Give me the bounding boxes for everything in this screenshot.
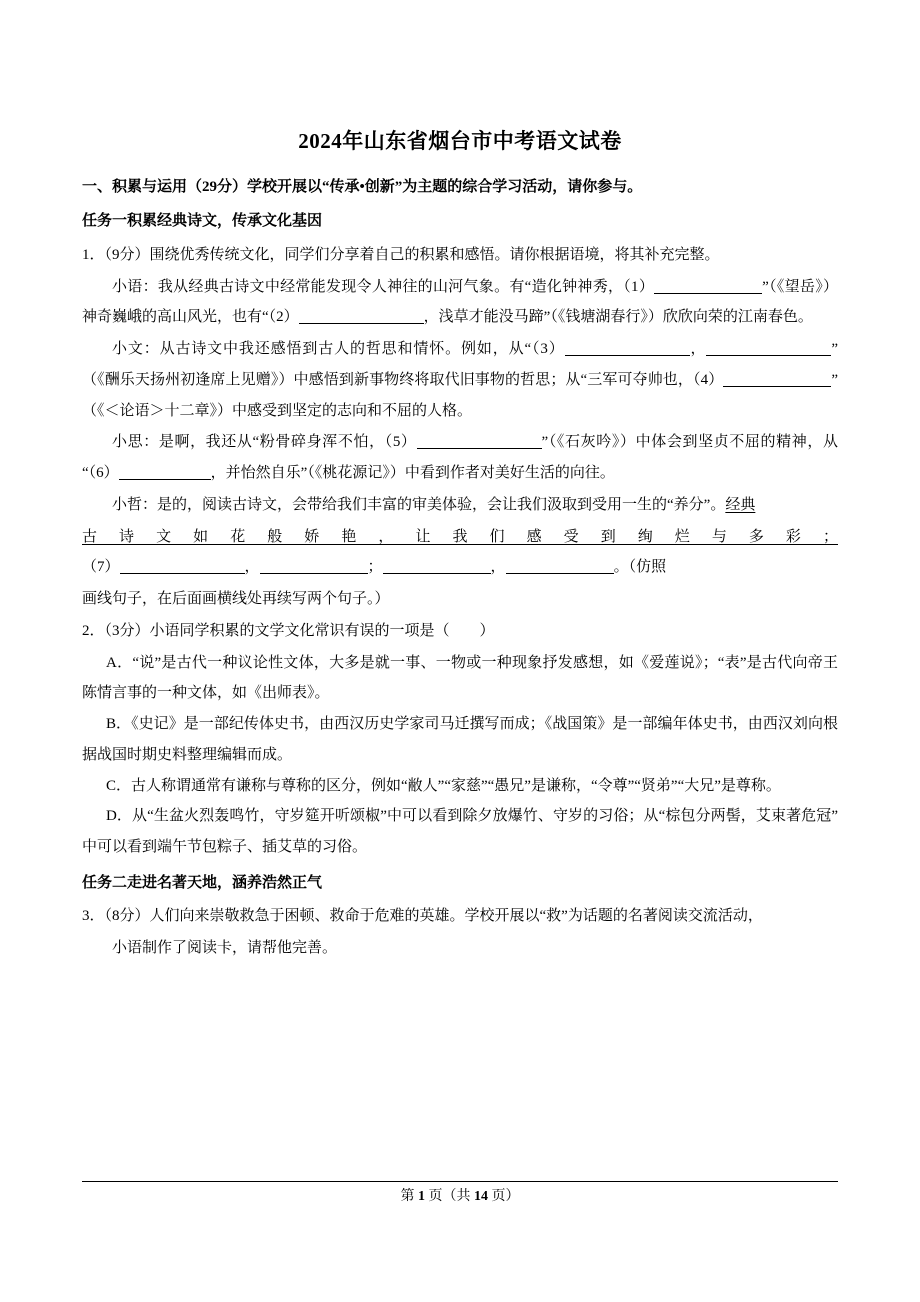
page-footer: [0, 1186, 920, 1208]
page-content: [82, 126, 838, 965]
dialogue-text-part-1: 是的，阅读古诗文，会带给我们丰富的审美体验，会让我们汲取到受用一生的“养分”。: [157, 496, 726, 513]
blank-sep-3: ，: [490, 559, 506, 576]
dialogue-text-part-2: ”（《望岳》）神奇巍峨的高山风光，也有“（2）: [82, 278, 838, 326]
blank-group-label: （7）: [82, 559, 120, 576]
fill-blank-7d[interactable]: [506, 558, 614, 574]
dialogue-text-part-3: ”（《酬乐天扬州初逢席上见赠》）中感悟到新事物终将取代旧事物的哲思；从“三军可夺帅也，（4）: [82, 341, 838, 388]
question-2-stem: 2．（3分）小语同学积累的文学文化常识有误的一项是（ ）: [82, 622, 495, 639]
blank-tail: 。（仿照: [613, 559, 667, 576]
fill-blank-7c[interactable]: [383, 558, 491, 574]
question-1-stem: 1．（9分）围绕优秀传统文化，同学们分享着自己的积累和感悟。请你根据语境，将其补充完整。: [82, 246, 720, 263]
footer-current-page: 1: [418, 1189, 425, 1204]
fill-blank-3a[interactable]: [565, 340, 690, 356]
task-one-heading: 任务一积累经典诗文，传承文化基因: [82, 213, 323, 230]
footer-total-pages: 14: [474, 1189, 488, 1204]
speaker-label-xiaoyu: 小语：: [112, 278, 158, 295]
fill-blank-7b[interactable]: [260, 558, 368, 574]
dialogue-text-part-1: 从古诗文中我还感悟到古人的哲思和情怀。例如，从“（3）: [159, 341, 565, 357]
speaker-label-xiaowen: 小文：: [112, 341, 160, 357]
section-heading: 一、积累与运用（29分）学校开展以“传承•创新”为主题的综合学习活动，请你参与。: [82, 178, 643, 195]
speaker-label-xiaosi: 小思：: [112, 434, 159, 451]
dialogue-text-part-3: ，浅草才能没马蹄”（《钱塘湖春行》）欣欣向荣的江南春色。: [423, 309, 813, 326]
fill-blank-2[interactable]: [299, 308, 424, 324]
fill-blank-1[interactable]: [654, 278, 762, 294]
dialogue-xiaoyu: [82, 272, 838, 334]
footer-middle: 页（共: [428, 1189, 471, 1204]
footer-suffix: 页）: [491, 1189, 520, 1204]
question-2-option-b[interactable]: B．《史记》是一部纪传体史书，由西汉历史学家司马迁撰写而成；《战国策》是一部编年体史书，由西汉刘向根据战国时期史料整理编辑而成。: [82, 716, 838, 763]
task-two-heading: 任务二走进名著天地，涵养浩然正气: [82, 874, 323, 891]
fill-blank-3b[interactable]: [706, 340, 831, 356]
dialogue-xiaozhe: [82, 490, 838, 521]
question-3-stem-line2: 小语制作了阅读卡，请帮他完善。: [112, 940, 338, 956]
fill-blank-6[interactable]: [119, 464, 211, 480]
fill-blank-4[interactable]: [723, 371, 831, 387]
question-2-option-d[interactable]: D．从“生盆火烈轰鸣竹，守岁筵开听颂椒”中可以看到除夕放爆竹、守岁的习俗；从“棕包分两髻，艾束著危冠”中可以看到端午节包粽子、插艾草的习俗。: [82, 808, 838, 855]
blank-sep-1: ，: [244, 559, 260, 576]
question-2-option-c[interactable]: C．古人称谓通常有谦称与尊称的区分，例如“敝人”“家慈”“愚兄”是谦称，“令尊”“贤弟”“大兄”是尊称。: [106, 777, 781, 794]
speaker-label-xiaozhe: 小哲：: [112, 496, 158, 513]
model-sentence-lead: 经典: [725, 496, 756, 513]
question-3-stem: 3．（8分）人们向来崇敬救急于困顿、救命于危难的英雄。学校开展以“救”为话题的名著阅读交流活动，: [82, 908, 763, 925]
blank-sep-2: ；: [367, 559, 383, 576]
footer-divider: [82, 1181, 838, 1182]
dialogue-text-part-3: ，并怡然自乐”（《桃花源记》）中看到作者对美好生活的向往。: [210, 465, 615, 481]
dialogue-xiaowen: [82, 334, 838, 426]
dialogue-text-part-1: 是啊，我还从“粉骨碎身浑不怕，（5）: [158, 434, 417, 451]
fill-blank-7a[interactable]: [120, 558, 245, 574]
fill-blank-5[interactable]: [417, 433, 542, 449]
dialogue-text-part-2: ”（《石灰吟》）中体会到坚贞不屈的精神，从“（6）: [82, 434, 838, 481]
question-1-note: 画线句子，在后面画横线处再续写两个句子。）: [82, 591, 390, 607]
footer-prefix: 第: [400, 1189, 415, 1204]
dialogue-text-part-1: 我从经典古诗文中经常能发现令人神往的山河气象。有“造化钟神秀，（1）: [157, 278, 655, 295]
page-title: 2024年山东省烟台市中考语文试卷: [298, 129, 622, 153]
question-2-option-a[interactable]: A．“说”是古代一种议论性文体，大多是就一事、一物或一种现象抒发感想，如《爱莲说》；“表”是古代向帝王陈情言事的一种文体，如《出师表》。: [82, 654, 838, 702]
question-1-blank-line: [82, 552, 838, 583]
dialogue-text-part-4: ”（《＜论语＞十二章》）中感受到坚定的志向和不屈的人格。: [82, 371, 838, 419]
model-sentence-spread: 古诗文如花般娇艳，让我们感受到绚烂与多彩；: [82, 528, 838, 545]
dialogue-xiaosi: [82, 427, 838, 489]
dialogue-text-part-2: ，: [689, 341, 707, 357]
